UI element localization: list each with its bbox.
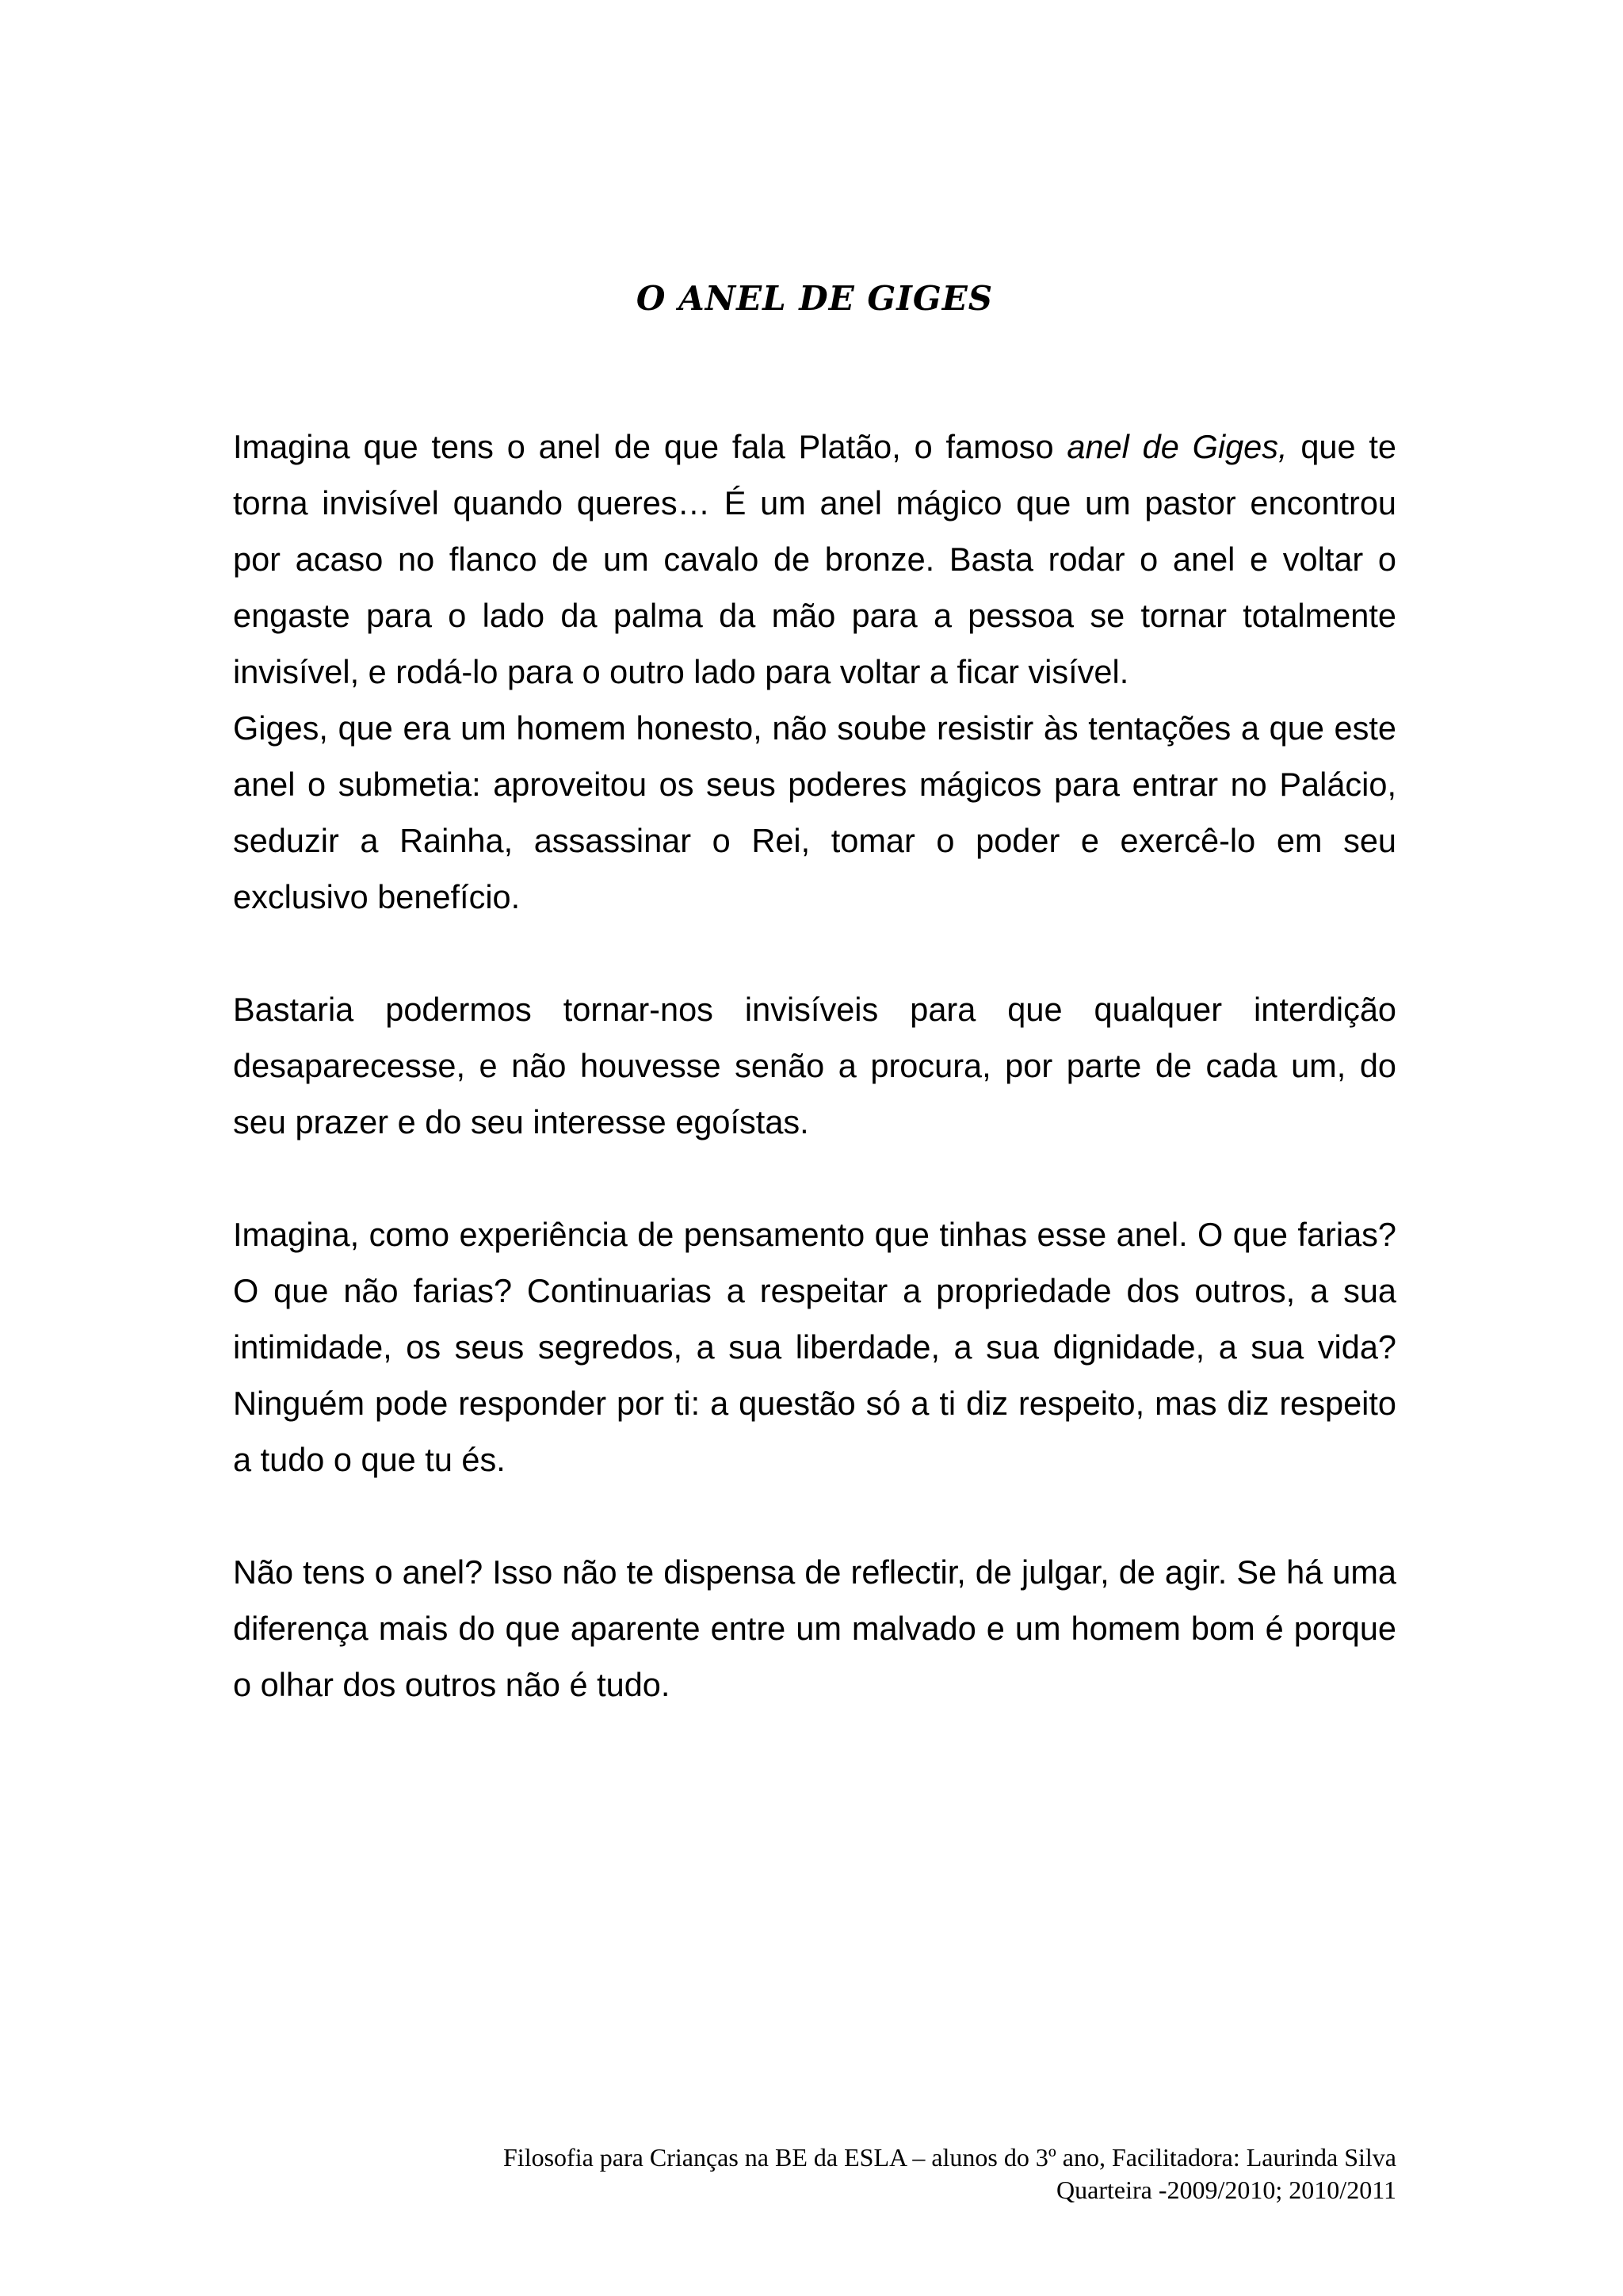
paragraph-3: Bastaria podermos tornar-nos invisíveis para que qualquer interdição desaparecesse, e não houvesse senão a procura, por parte de cada um, do seu prazer e do seu interesse egoístas. [233, 991, 1396, 1140]
page-footer [233, 2141, 1396, 2206]
document-body [233, 418, 1396, 1713]
paragraph-1-text-end: que te torna invisível quando queres… É um anel mágico que um pastor encontrou por acaso no flanco de um cavalo de bronze. Basta rodar o anel e voltar o engaste para o lado da palma da mão para a pessoa se tornar totalmente invisível, e rodá-lo para o outro lado para voltar a ficar visível. [233, 428, 1396, 690]
footer-line-2: Quarteira -2009/2010; 2010/2011 [1056, 2176, 1396, 2204]
paragraph-1 [233, 418, 1396, 700]
paragraph-4: Imagina, como experiência de pensamento que tinhas esse anel. O que farias? O que não farias? Continuarias a respeitar a propriedade dos outros, a sua intimidade, os seus segredos, a sua liberdade, a sua dignidade, a sua vida? Ninguém pode responder por ti: a questão só a ti diz respeito, mas diz respeito a tudo o que tu és. [233, 1216, 1396, 1478]
footer-line-1: Filosofia para Crianças na BE da ESLA – alunos do 3º ano, Facilitadora: Laurinda Silva [503, 2143, 1396, 2172]
document-title: O ANEL DE GIGES [636, 279, 994, 318]
paragraph-1-text-start: Imagina que tens o anel de que fala Platão, o famoso [233, 428, 1067, 465]
paragraph-1-italic-term: anel de Giges, [1067, 428, 1288, 465]
paragraph-5: Não tens o anel? Isso não te dispensa de reflectir, de julgar, de agir. Se há uma diferença mais do que aparente entre um malvado e um homem bom é porque o olhar dos outros não é tudo. [233, 1553, 1396, 1703]
paragraph-2: Giges, que era um homem honesto, não soube resistir às tentações a que este anel o submetia: aproveitou os seus poderes mágicos para entrar no Palácio, seduzir a Rainha, assassinar o Rei, tomar o poder e exercê-lo em seu exclusivo benefício. [233, 709, 1396, 915]
